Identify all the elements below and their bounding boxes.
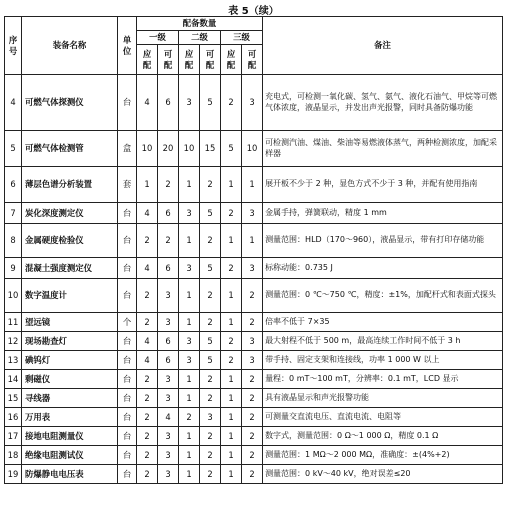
equipment-name: 数字温度计 <box>22 279 118 313</box>
note-cell: 数字式，测量范围：0 Ω～1 000 Ω，精度 0.1 Ω <box>263 427 503 446</box>
quantity-cell: 1 <box>179 167 200 203</box>
quantity-cell: 3 <box>158 389 179 408</box>
equipment-name: 薄层色谱分析装置 <box>22 167 118 203</box>
note-cell: 标称动能：0.735 J <box>263 258 503 279</box>
note-cell: 测量范围：0 kV～40 kV，绝对误差≤20 <box>263 465 503 484</box>
quantity-cell: 1 <box>242 167 263 203</box>
unit-cell: 个 <box>118 313 137 332</box>
header-note: 备注 <box>263 17 503 75</box>
quantity-cell: 1 <box>179 370 200 389</box>
header-unit: 单位 <box>118 17 137 75</box>
quantity-cell: 2 <box>242 279 263 313</box>
quantity-cell: 1 <box>221 427 242 446</box>
unit-cell: 台 <box>118 258 137 279</box>
unit-cell: 台 <box>118 203 137 224</box>
quantity-cell: 2 <box>242 408 263 427</box>
quantity-cell: 2 <box>137 279 158 313</box>
quantity-cell: 3 <box>179 258 200 279</box>
equipment-name: 现场勘查灯 <box>22 332 118 351</box>
table-header <box>5 17 503 75</box>
quantity-cell: 2 <box>200 370 221 389</box>
quantity-cell: 3 <box>242 75 263 131</box>
row-number: 19 <box>5 465 22 484</box>
header-sub-required: 应配 <box>137 45 158 75</box>
quantity-cell: 2 <box>179 408 200 427</box>
quantity-cell: 6 <box>158 332 179 351</box>
quantity-cell: 1 <box>221 313 242 332</box>
quantity-cell: 2 <box>200 279 221 313</box>
row-number: 10 <box>5 279 22 313</box>
quantity-cell: 5 <box>200 75 221 131</box>
quantity-cell: 1 <box>221 446 242 465</box>
table-row <box>5 370 503 389</box>
header-seq: 序号 <box>5 17 22 75</box>
table-row <box>5 313 503 332</box>
equipment-name: 接地电阻测量仪 <box>22 427 118 446</box>
row-number: 12 <box>5 332 22 351</box>
unit-cell: 台 <box>118 332 137 351</box>
quantity-cell: 1 <box>179 389 200 408</box>
unit-cell: 台 <box>118 75 137 131</box>
quantity-cell: 1 <box>179 446 200 465</box>
quantity-cell: 3 <box>242 203 263 224</box>
unit-cell: 台 <box>118 446 137 465</box>
note-cell: 测量范围：HLD（170～960），液晶显示，带有打印存储功能 <box>263 224 503 258</box>
row-number: 13 <box>5 351 22 370</box>
table-body <box>5 75 503 484</box>
note-cell: 可测量交直流电压、直流电流、电阻等 <box>263 408 503 427</box>
quantity-cell: 5 <box>200 351 221 370</box>
unit-cell: 台 <box>118 465 137 484</box>
unit-cell: 台 <box>118 389 137 408</box>
quantity-cell: 1 <box>221 465 242 484</box>
note-cell: 测量范围：1 MΩ～2 000 MΩ，准确度：±(4%+2) <box>263 446 503 465</box>
quantity-cell: 2 <box>137 389 158 408</box>
equipment-name: 碘钨灯 <box>22 351 118 370</box>
equipment-name: 炭化深度测定仪 <box>22 203 118 224</box>
note-cell: 最大射程不低于 500 m，最高连续工作时间不低于 3 h <box>263 332 503 351</box>
table-row <box>5 279 503 313</box>
quantity-cell: 2 <box>221 258 242 279</box>
quantity-cell: 4 <box>158 408 179 427</box>
quantity-cell: 2 <box>200 224 221 258</box>
row-number: 14 <box>5 370 22 389</box>
row-number: 4 <box>5 75 22 131</box>
quantity-cell: 2 <box>242 427 263 446</box>
quantity-cell: 1 <box>179 279 200 313</box>
quantity-cell: 3 <box>158 446 179 465</box>
note-cell: 可检测汽油、煤油、柴油等易燃液体蒸气，两种检测浓度，加配采样器 <box>263 131 503 167</box>
quantity-cell: 3 <box>158 465 179 484</box>
note-cell: 带手持、固定支架和连接线，功率 1 000 W 以上 <box>263 351 503 370</box>
unit-cell: 台 <box>118 224 137 258</box>
quantity-cell: 4 <box>137 332 158 351</box>
unit-cell: 套 <box>118 167 137 203</box>
unit-cell: 台 <box>118 408 137 427</box>
header-sub-required: 应配 <box>179 45 200 75</box>
quantity-cell: 2 <box>242 389 263 408</box>
quantity-cell: 2 <box>158 224 179 258</box>
header-name: 装备名称 <box>22 17 118 75</box>
quantity-cell: 1 <box>179 313 200 332</box>
equipment-name: 万用表 <box>22 408 118 427</box>
quantity-cell: 5 <box>221 131 242 167</box>
quantity-cell: 1 <box>179 224 200 258</box>
quantity-cell: 3 <box>242 332 263 351</box>
header-quantity: 配备数量 <box>137 17 263 31</box>
quantity-cell: 2 <box>221 203 242 224</box>
quantity-cell: 2 <box>137 465 158 484</box>
quantity-cell: 6 <box>158 258 179 279</box>
header-sub-optional: 可配 <box>242 45 263 75</box>
quantity-cell: 5 <box>200 203 221 224</box>
row-number: 5 <box>5 131 22 167</box>
quantity-cell: 2 <box>200 427 221 446</box>
quantity-cell: 1 <box>221 408 242 427</box>
quantity-cell: 2 <box>158 167 179 203</box>
quantity-cell: 2 <box>137 446 158 465</box>
quantity-cell: 3 <box>179 203 200 224</box>
quantity-cell: 2 <box>200 389 221 408</box>
quantity-cell: 15 <box>200 131 221 167</box>
table-row <box>5 408 503 427</box>
quantity-cell: 2 <box>242 370 263 389</box>
quantity-cell: 10 <box>242 131 263 167</box>
header-level-2: 二级 <box>179 31 221 45</box>
table-row <box>5 203 503 224</box>
quantity-cell: 5 <box>200 258 221 279</box>
quantity-cell: 3 <box>242 351 263 370</box>
quantity-cell: 6 <box>158 75 179 131</box>
table-row <box>5 131 503 167</box>
row-number: 18 <box>5 446 22 465</box>
equipment-name: 寻线器 <box>22 389 118 408</box>
row-number: 9 <box>5 258 22 279</box>
note-cell: 测量范围：0 ℃～750 ℃，精度：±1%，加配杆式和表面式探头 <box>263 279 503 313</box>
quantity-cell: 1 <box>221 389 242 408</box>
quantity-cell: 1 <box>221 370 242 389</box>
note-cell: 量程：0 mT～100 mT，分辨率：0.1 mT，LCD 显示 <box>263 370 503 389</box>
quantity-cell: 4 <box>137 75 158 131</box>
table-row <box>5 351 503 370</box>
quantity-cell: 3 <box>158 370 179 389</box>
quantity-cell: 3 <box>158 427 179 446</box>
row-number: 15 <box>5 389 22 408</box>
note-cell: 充电式，可检测一氧化碳、氢气、氨气、液化石油气、甲烷等可燃气体浓度，液晶显示，并发出声光报警，同时具备防爆功能 <box>263 75 503 131</box>
note-cell: 金属手持，弹簧联动，精度 1 mm <box>263 203 503 224</box>
quantity-cell: 3 <box>200 408 221 427</box>
note-cell: 倍率不低于 7×35 <box>263 313 503 332</box>
row-number: 7 <box>5 203 22 224</box>
row-number: 8 <box>5 224 22 258</box>
quantity-cell: 2 <box>200 167 221 203</box>
quantity-cell: 2 <box>137 427 158 446</box>
quantity-cell: 1 <box>221 167 242 203</box>
quantity-cell: 1 <box>137 167 158 203</box>
equipment-name: 防爆静电电压表 <box>22 465 118 484</box>
quantity-cell: 2 <box>137 408 158 427</box>
quantity-cell: 3 <box>179 351 200 370</box>
equipment-name: 混凝土强度测定仪 <box>22 258 118 279</box>
equipment-name: 可燃气体探测仪 <box>22 75 118 131</box>
header-sub-optional: 可配 <box>158 45 179 75</box>
quantity-cell: 4 <box>137 258 158 279</box>
quantity-cell: 1 <box>179 427 200 446</box>
quantity-cell: 10 <box>179 131 200 167</box>
quantity-cell: 1 <box>221 224 242 258</box>
header-sub-required: 应配 <box>221 45 242 75</box>
header-level-1: 一级 <box>137 31 179 45</box>
unit-cell: 台 <box>118 370 137 389</box>
equipment-name: 可燃气体检测管 <box>22 131 118 167</box>
equipment-name: 望远镜 <box>22 313 118 332</box>
quantity-cell: 4 <box>137 203 158 224</box>
quantity-cell: 2 <box>200 446 221 465</box>
note-cell: 展开板不少于 2 种，显色方式不少于 3 种，并配有使用指南 <box>263 167 503 203</box>
table-row <box>5 427 503 446</box>
equipment-name: 金属硬度检验仪 <box>22 224 118 258</box>
row-number: 6 <box>5 167 22 203</box>
row-number: 11 <box>5 313 22 332</box>
quantity-cell: 1 <box>179 465 200 484</box>
quantity-cell: 2 <box>137 224 158 258</box>
header-level-3: 三级 <box>221 31 263 45</box>
row-number: 16 <box>5 408 22 427</box>
table-row <box>5 224 503 258</box>
quantity-cell: 6 <box>158 203 179 224</box>
quantity-cell: 2 <box>242 465 263 484</box>
equipment-name: 剩磁仪 <box>22 370 118 389</box>
quantity-cell: 6 <box>158 351 179 370</box>
row-number: 17 <box>5 427 22 446</box>
header-sub-optional: 可配 <box>200 45 221 75</box>
table-row <box>5 332 503 351</box>
table-row <box>5 258 503 279</box>
unit-cell: 台 <box>118 351 137 370</box>
equipment-table <box>4 16 503 484</box>
quantity-cell: 3 <box>242 258 263 279</box>
table-row <box>5 465 503 484</box>
table-row <box>5 75 503 131</box>
table-caption: 表 5（续） <box>228 6 279 17</box>
quantity-cell: 2 <box>200 313 221 332</box>
quantity-cell: 2 <box>221 351 242 370</box>
quantity-cell: 5 <box>200 332 221 351</box>
table-row <box>5 167 503 203</box>
quantity-cell: 1 <box>242 224 263 258</box>
equipment-name: 绝缘电阻测试仪 <box>22 446 118 465</box>
quantity-cell: 10 <box>137 131 158 167</box>
unit-cell: 盒 <box>118 131 137 167</box>
unit-cell: 台 <box>118 427 137 446</box>
quantity-cell: 1 <box>221 279 242 313</box>
table-row <box>5 446 503 465</box>
table-row <box>5 389 503 408</box>
quantity-cell: 3 <box>158 313 179 332</box>
quantity-cell: 2 <box>137 313 158 332</box>
quantity-cell: 3 <box>158 279 179 313</box>
quantity-cell: 2 <box>137 370 158 389</box>
quantity-cell: 20 <box>158 131 179 167</box>
quantity-cell: 2 <box>242 313 263 332</box>
note-cell: 具有液晶显示和声光报警功能 <box>263 389 503 408</box>
quantity-cell: 4 <box>137 351 158 370</box>
quantity-cell: 2 <box>221 332 242 351</box>
quantity-cell: 3 <box>179 75 200 131</box>
quantity-cell: 2 <box>200 465 221 484</box>
quantity-cell: 2 <box>242 446 263 465</box>
quantity-cell: 2 <box>221 75 242 131</box>
quantity-cell: 3 <box>179 332 200 351</box>
unit-cell: 台 <box>118 279 137 313</box>
